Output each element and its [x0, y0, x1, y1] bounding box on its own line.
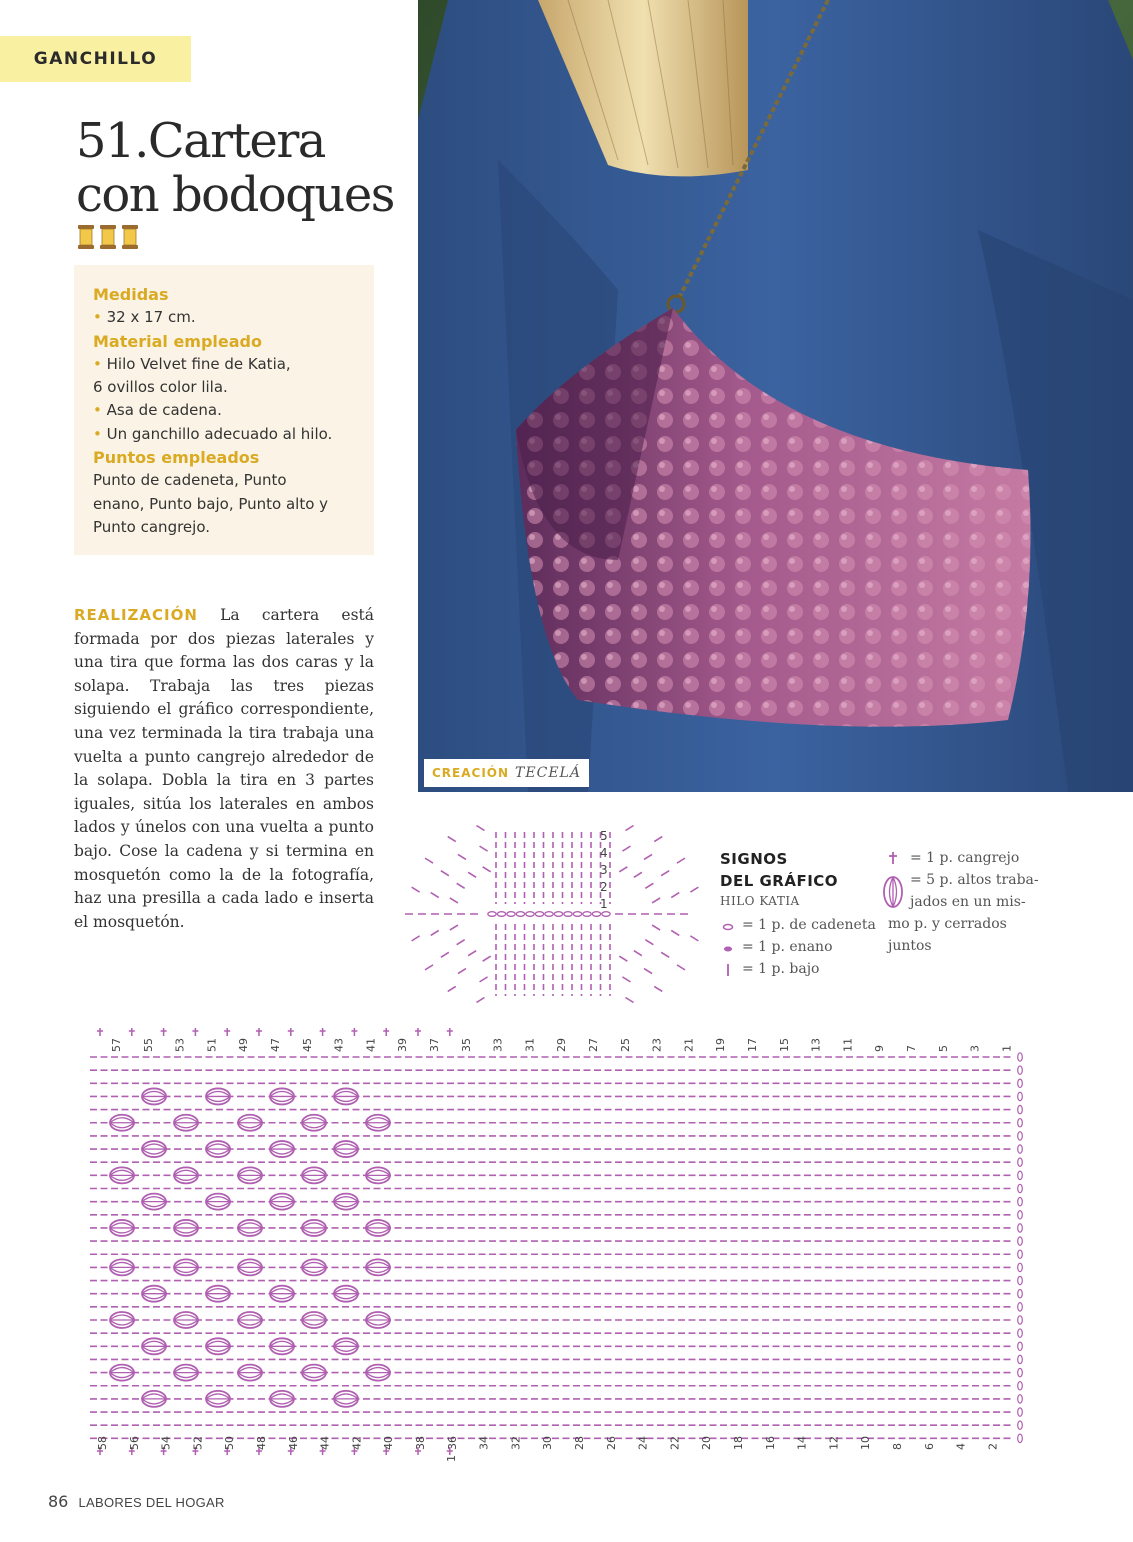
chain-stitch	[1018, 1316, 1023, 1324]
photo-credit	[424, 759, 589, 787]
column-number: 52	[191, 1436, 205, 1450]
medidas-item: • 32 x 17 cm.	[93, 308, 196, 327]
chain-stitch	[1018, 1395, 1023, 1403]
legend-altos	[888, 869, 1048, 957]
chain-stitch	[1018, 1184, 1023, 1192]
legend-altos-line-1: = 5 p. altos traba-	[910, 872, 1039, 888]
puntos-line-3: Punto cangrejo.	[93, 517, 211, 536]
column-number: 15	[777, 1038, 791, 1052]
chain-stitch	[1018, 1329, 1023, 1337]
stitch-mark	[645, 883, 653, 888]
section-tag: GANCHILLO	[0, 36, 191, 82]
bobble-stitch	[366, 1312, 390, 1328]
medidas-title: Medidas	[93, 285, 169, 304]
stitch-mark	[412, 936, 420, 941]
column-number: 26	[604, 1436, 618, 1450]
side-piece-chart	[400, 822, 700, 1004]
material-item-3: • Un ganchillo adecuado al hilo.	[93, 424, 333, 443]
bobble-stitch	[206, 1338, 230, 1354]
chain-stitch	[1018, 1105, 1023, 1113]
spool-bottom	[100, 245, 116, 249]
stitch-mark	[480, 846, 488, 851]
spool-bottom	[78, 245, 94, 249]
stitch-mark	[677, 965, 685, 970]
column-number: 56	[127, 1436, 141, 1450]
bobble-stitch	[302, 1259, 326, 1275]
title-line-2: con bodoques	[76, 167, 394, 223]
strip-chart	[80, 1022, 1040, 1467]
material-item-1: • Hilo Velvet fine de Katia,	[93, 354, 291, 373]
chain-stitch	[1018, 1382, 1023, 1390]
chain-stitch	[592, 912, 600, 917]
page-title	[76, 114, 416, 222]
column-number: 20	[700, 1436, 714, 1450]
stitch-mark	[450, 898, 458, 903]
chain-stitch	[526, 912, 534, 917]
column-number: 58	[96, 1436, 109, 1450]
stitch-mark	[441, 952, 449, 957]
bobble-stitch	[334, 1286, 358, 1302]
column-number: 47	[269, 1038, 282, 1052]
column-number: 7	[905, 1045, 918, 1052]
stitch-mark	[619, 867, 627, 872]
stitch-mark	[661, 871, 669, 876]
bobble-stitch	[142, 1194, 166, 1210]
column-number: 28	[573, 1436, 586, 1450]
bobble-stitch	[174, 1259, 198, 1275]
chain-stitch	[1018, 1145, 1023, 1153]
stitch-mark	[645, 940, 653, 945]
stitch-mark	[654, 837, 662, 842]
chain-stitch	[1018, 1079, 1023, 1087]
column-number: 1	[1000, 1045, 1014, 1052]
chain-stitch	[583, 912, 591, 917]
stitch-mark	[644, 854, 652, 859]
spool-thread	[124, 229, 136, 245]
legend-altos-line-2: jados en un mis-	[910, 894, 1026, 910]
chain-stitch	[1018, 1119, 1023, 1127]
bobble-stitch	[366, 1259, 390, 1275]
spool-top	[122, 225, 138, 229]
column-number: 6	[922, 1443, 936, 1450]
chain-stitch	[488, 912, 496, 917]
chain-stitch	[1018, 1434, 1023, 1442]
column-number: 54	[159, 1436, 173, 1450]
chain-stitch	[1018, 1211, 1023, 1219]
stitch-mark	[654, 986, 662, 991]
stitch-mark	[626, 998, 634, 1003]
column-number: 2	[986, 1443, 1000, 1450]
row-number: 5	[600, 829, 608, 843]
stitch-mark	[622, 977, 630, 982]
bobble-stitch	[366, 1115, 390, 1131]
column-number: 13	[809, 1038, 823, 1052]
bobble-stitch	[302, 1115, 326, 1131]
chain-stitch	[1018, 1197, 1023, 1205]
stitch-mark	[458, 854, 466, 859]
column-number: 40	[382, 1436, 396, 1450]
column-number: 12	[827, 1436, 841, 1450]
magazine-name: LABORES DEL HOGAR	[78, 1495, 225, 1510]
chain-stitch	[564, 912, 572, 917]
chain-stitch	[1018, 1066, 1023, 1074]
stitch-mark	[441, 871, 449, 876]
bobble-stitch	[270, 1391, 294, 1407]
bobble-stitch	[142, 1088, 166, 1104]
stitch-mark	[448, 837, 456, 842]
column-number: 27	[587, 1038, 600, 1052]
stitch-mark	[661, 952, 669, 957]
chain-stitch	[573, 912, 581, 917]
bobble-stitch	[302, 1312, 326, 1328]
column-number: 19	[714, 1038, 728, 1052]
bobble-stitch	[238, 1259, 262, 1275]
chain-stitch	[1018, 1237, 1023, 1245]
bobble-stitch	[174, 1365, 198, 1381]
page-footer	[48, 1492, 225, 1511]
stitch-mark	[468, 951, 476, 956]
stitch-mark	[458, 969, 466, 974]
instructions-keyword: REALIZACIÓN	[74, 606, 198, 624]
column-number: 29	[555, 1038, 569, 1052]
bobble-stitch	[302, 1167, 326, 1183]
legend-cangrejo: = 1 p. cangrejo	[910, 850, 1020, 866]
stitch-mark	[652, 925, 660, 930]
bobble-stitch	[238, 1115, 262, 1131]
column-number: 51	[205, 1038, 219, 1052]
spool-top	[78, 225, 94, 229]
bobble-stitch	[302, 1365, 326, 1381]
bobble-stitch	[334, 1141, 358, 1157]
bobble-stitch	[110, 1220, 134, 1236]
column-number: 41	[364, 1038, 378, 1052]
stitch-mark	[431, 930, 439, 935]
stitch-mark	[677, 858, 685, 863]
row-number: 4	[600, 846, 608, 860]
legend-title-line-1: SIGNOS	[720, 850, 788, 868]
column-number: 24	[636, 1436, 650, 1450]
chain-stitch	[1018, 1224, 1023, 1232]
material-title: Material empleado	[93, 331, 262, 351]
stitch-mark	[448, 986, 456, 991]
column-number: 42	[350, 1436, 364, 1450]
bobble-stitch	[110, 1115, 134, 1131]
column-number: 5	[936, 1045, 950, 1052]
column-number: 45	[300, 1038, 314, 1052]
chain-stitch	[1018, 1092, 1023, 1100]
legend-bajo: = 1 p. bajo	[742, 961, 820, 977]
column-number: 18	[732, 1436, 745, 1450]
stitch-mark	[425, 965, 433, 970]
column-number: 48	[255, 1436, 268, 1450]
bobble-stitch	[270, 1141, 294, 1157]
stitch-mark	[671, 930, 679, 935]
bobble-stitch	[174, 1167, 198, 1183]
column-number: 55	[141, 1038, 155, 1052]
chain-stitch	[1018, 1342, 1023, 1350]
bobble-stitch	[206, 1141, 230, 1157]
column-number: 36	[445, 1436, 459, 1450]
column-number: 30	[541, 1436, 555, 1450]
column-number: 4	[954, 1443, 968, 1450]
bobble-stitch	[334, 1338, 358, 1354]
column-number: 16	[763, 1436, 777, 1450]
bobble-stitch	[110, 1259, 134, 1275]
stitch-mark	[431, 893, 439, 898]
column-number: 43	[332, 1038, 346, 1052]
stitch-mark	[476, 825, 484, 830]
bobble-stitch	[206, 1088, 230, 1104]
stitch-mark	[457, 883, 465, 888]
column-number: 17	[746, 1038, 759, 1052]
column-number: 53	[173, 1038, 187, 1052]
stitch-mark	[483, 867, 491, 872]
row-number: 1	[600, 897, 608, 911]
bobble-stitch	[366, 1365, 390, 1381]
spool-bottom	[122, 245, 138, 249]
bobble-stitch	[238, 1167, 262, 1183]
page-number: 86	[48, 1492, 69, 1511]
column-number: 14	[795, 1436, 809, 1450]
material-item-2: • Asa de cadena.	[93, 401, 222, 420]
credit-name: TECELÁ	[515, 765, 581, 781]
bag-photo	[418, 0, 1133, 792]
column-number: 35	[459, 1038, 473, 1052]
chain-stitch	[1018, 1171, 1023, 1179]
bobble-stitch	[270, 1338, 294, 1354]
stitch-mark	[626, 825, 634, 830]
bobble-stitch	[270, 1088, 294, 1104]
stitch-mark	[457, 940, 465, 945]
bobble-stitch	[302, 1220, 326, 1236]
column-number: 39	[396, 1038, 410, 1052]
bobble-stitch	[142, 1338, 166, 1354]
column-number: 21	[682, 1038, 696, 1052]
chain-stitch	[602, 912, 610, 917]
stitch-mark	[480, 977, 488, 982]
stitch-mark	[425, 858, 433, 863]
credit-label: CREACIÓN	[432, 766, 510, 780]
stitch-mark	[483, 956, 491, 961]
column-number: 32	[509, 1436, 523, 1450]
legend-cadeneta: = 1 p. de cadeneta	[742, 917, 876, 933]
instructions-body: La cartera está formada por dos piezas laterales y una tira que forma las dos caras y la solapa. Trabaja las tres piezas siguiendo el gráfico correspondiente, una vez terminada la tira trabaja una vuelta a punto cangrejo alrededor de la solapa. Dobla la tira en 3 partes iguales, sitúa los laterales en ambos lados y únelos con una vuelta a punto bajo. Cose la cadena y si termina en mosquetón como la de la fotografía, haz una presilla a cada lado e inserta el mosquetón.	[74, 606, 374, 931]
bobble-stitch	[174, 1220, 198, 1236]
legend-title-line-2: DEL GRÁFICO	[720, 872, 839, 890]
row-number: 2	[600, 880, 608, 894]
chain-stitch	[507, 912, 515, 917]
stitch-mark	[634, 951, 642, 956]
legend-enano: = 1 p. enano	[742, 939, 833, 955]
crab-stitch-icon	[886, 850, 900, 866]
instructions-text	[74, 604, 374, 934]
bobble-stitch	[206, 1286, 230, 1302]
column-number: 8	[891, 1443, 904, 1450]
bobble-stitch	[142, 1141, 166, 1157]
difficulty-spools-icon	[76, 224, 142, 250]
chain-stitch	[1018, 1276, 1023, 1284]
legend-subtitle: HILO KATIA	[720, 894, 800, 908]
spool-thread	[102, 229, 114, 245]
puntos-line-1: Punto de cadeneta, Punto	[93, 471, 287, 490]
column-number: 44	[318, 1436, 332, 1450]
stitch-mark	[622, 846, 630, 851]
info-box	[74, 265, 374, 555]
column-number: 49	[237, 1038, 251, 1052]
bobble-stitch	[110, 1312, 134, 1328]
bobble-stitch	[238, 1312, 262, 1328]
chain-stitch	[1018, 1250, 1023, 1258]
column-number: 22	[668, 1436, 682, 1450]
chain-stitch	[1018, 1408, 1023, 1416]
chain-stitch	[516, 912, 524, 917]
puntos-line-2: enano, Punto bajo, Punto alto y	[93, 494, 329, 513]
column-number: 23	[650, 1038, 664, 1052]
chain-stitch	[1018, 1132, 1023, 1140]
chain-stitch	[1018, 1421, 1023, 1429]
bobble-stitch	[238, 1220, 262, 1236]
bobble-stitch	[174, 1115, 198, 1131]
column-number: 37	[428, 1038, 441, 1052]
legend-altos-line-4: juntos	[888, 938, 932, 954]
column-number: 38	[414, 1436, 427, 1450]
legend-altos-line-3: mo p. y cerrados	[888, 916, 1007, 932]
bobble-stitch	[206, 1391, 230, 1407]
bobble-stitch	[334, 1088, 358, 1104]
chain-stitch	[1018, 1303, 1023, 1311]
chain-stitch	[554, 912, 562, 917]
column-number: 10	[859, 1436, 873, 1450]
chain-stitch	[545, 912, 553, 917]
chain-stitch	[1018, 1368, 1023, 1376]
column-number: 57	[110, 1038, 123, 1052]
row-number: 3	[600, 863, 608, 877]
column-number: 46	[286, 1436, 300, 1450]
bobble-stitch	[206, 1194, 230, 1210]
chain-stitch-icon	[721, 921, 735, 933]
bobble-stitch	[270, 1286, 294, 1302]
stitch-mark	[412, 887, 420, 892]
slip-stitch-icon	[721, 943, 735, 955]
column-number: 11	[841, 1038, 855, 1052]
material-item-1b: 6 ovillos color lila.	[93, 378, 228, 397]
spool-top	[100, 225, 116, 229]
bobble-stitch	[334, 1194, 358, 1210]
chain-stitch	[1018, 1158, 1023, 1166]
chain-stitch	[1018, 1053, 1023, 1061]
bobble-stitch	[366, 1220, 390, 1236]
stitch-mark	[476, 998, 484, 1003]
chain-stitch	[497, 912, 505, 917]
column-number: 31	[523, 1038, 537, 1052]
stitch-mark	[652, 898, 660, 903]
stitch-mark	[690, 887, 698, 892]
bobble-stitch	[110, 1365, 134, 1381]
column-number: 9	[873, 1045, 887, 1052]
chain-stitch	[1018, 1355, 1023, 1363]
column-number: 3	[968, 1045, 982, 1052]
bobble-stitch	[174, 1312, 198, 1328]
stitch-mark	[468, 872, 476, 877]
bobble-stitch	[334, 1391, 358, 1407]
stitch-mark	[690, 936, 698, 941]
title-line-1: 51.Cartera	[76, 113, 325, 169]
bobble-stitch	[142, 1286, 166, 1302]
column-number: 34	[477, 1436, 491, 1450]
column-number: 33	[491, 1038, 505, 1052]
chain-stitch	[535, 912, 543, 917]
stitch-mark	[619, 956, 627, 961]
stitch-mark	[634, 872, 642, 877]
column-number: 25	[618, 1038, 632, 1052]
spool-thread	[80, 229, 92, 245]
bobble-stitch	[110, 1167, 134, 1183]
chain-stitch	[1018, 1263, 1023, 1271]
legend-title	[720, 848, 880, 892]
stitch-mark	[450, 925, 458, 930]
chain-stitch	[1018, 1290, 1023, 1298]
puntos-title: Puntos empleados	[93, 448, 260, 468]
start-marker: 1	[445, 1455, 458, 1462]
bobble-stitch	[270, 1194, 294, 1210]
column-number: 50	[223, 1436, 237, 1450]
stitch-mark	[671, 893, 679, 898]
bobble-stitch	[238, 1365, 262, 1381]
bobble-stitch	[366, 1167, 390, 1183]
stitch-mark	[644, 969, 652, 974]
bobble-stitch	[142, 1391, 166, 1407]
single-crochet-icon	[721, 962, 735, 978]
